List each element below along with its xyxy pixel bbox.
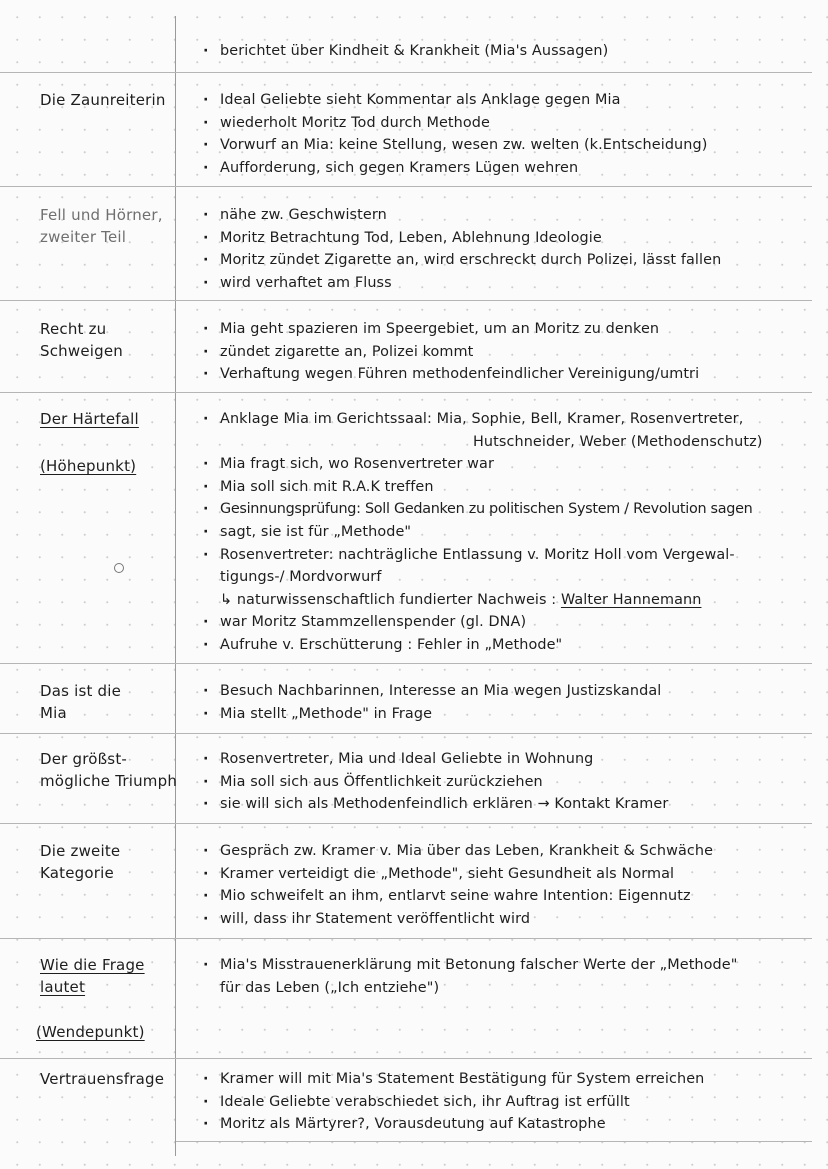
- row-notes: [203, 1068, 704, 1136]
- row-separator: [0, 300, 812, 301]
- chapter-title: Der Härtefall: [40, 410, 139, 428]
- bullet-item: · zündet zigarette an, Polizei kommt: [203, 341, 699, 364]
- chapter-label: [40, 954, 145, 998]
- row-separator: [176, 1141, 812, 1142]
- bullet-item: · wird verhaftet am Fluss: [203, 272, 721, 295]
- chapter-label: [40, 840, 120, 884]
- bullet-item: · berichtet über Kindheit & Krankheit (Mia's Aussagen): [203, 40, 608, 63]
- highlighted-name: Walter Hannemann: [560, 591, 702, 608]
- chapter-title: Der größst-: [40, 750, 128, 768]
- chapter-title: Fell und Hörner,: [40, 206, 163, 224]
- bullet-item: · Rosenvertreter, Mia und Ideal Geliebte in Wohnung: [203, 748, 668, 771]
- bullet-item: · Verhaftung wegen Führen methodenfeindlicher Vereinigung/umtri: [203, 363, 699, 386]
- row-separator: [0, 392, 812, 393]
- row-notes: [203, 954, 737, 999]
- arrow-note-text: ↳ naturwissenschaftlich fundierter Nachweis :: [220, 591, 557, 608]
- row-notes: [203, 40, 608, 63]
- chapter-label: [40, 204, 163, 248]
- row-notes: [203, 408, 762, 657]
- chapter-label: [40, 318, 123, 362]
- chapter-label: [40, 748, 177, 792]
- bullet-item: · Aufforderung, sich gegen Kramers Lügen wehren: [203, 157, 707, 180]
- circle-mark-icon: [114, 563, 124, 573]
- bullet-item: · Ideale Geliebte verabschiedet sich, ihr Auftrag ist erfüllt: [203, 1091, 704, 1114]
- bullet-item: · Rosenvertreter: nachträgliche Entlassung v. Moritz Holl vom Vergewal-: [203, 544, 762, 567]
- bullet-item: · Ideal Geliebte sieht Kommentar als Anklage gegen Mia: [203, 89, 707, 112]
- row-notes: [203, 318, 699, 386]
- row-notes: [203, 89, 707, 179]
- chapter-note: (Wendepunkt): [36, 1023, 145, 1041]
- chapter-title: Das ist die: [40, 682, 122, 700]
- chapter-note: (Höhepunkt): [40, 457, 137, 475]
- chapter-title: Mia: [40, 704, 67, 722]
- bullet-item: · war Moritz Stammzellenspender (gl. DNA): [203, 611, 762, 634]
- bullet-item: · Mia soll sich aus Öffentlichkeit zurückziehen: [203, 771, 668, 794]
- margin-line: [175, 16, 176, 1156]
- bullet-item: · will, dass ihr Statement veröffentlicht wird: [203, 908, 713, 931]
- bullet-item: · Besuch Nachbarinnen, Interesse an Mia wegen Justizskandal: [203, 680, 661, 703]
- chapter-label: [40, 1068, 164, 1090]
- bullet-continuation: Hutschneider, Weber (Methodenschutz): [473, 433, 763, 450]
- bullet-item: · Mio schweifelt an ihm, entlarvt seine wahre Intention: Eigennutz: [203, 885, 713, 908]
- bullet-item: · Mia geht spazieren im Speergebiet, um an Moritz zu denken: [203, 318, 699, 341]
- chapter-title: Kategorie: [40, 864, 114, 882]
- chapter-label: [40, 680, 121, 724]
- bullet-continuation: tigungs-/ Mordvorwurf: [220, 569, 382, 586]
- chapter-title: Recht zu: [40, 320, 107, 338]
- bullet-item: · Gespräch zw. Kramer v. Mia über das Leben, Krankheit & Schwäche: [203, 840, 713, 863]
- chapter-title: Schweigen: [40, 342, 123, 360]
- bullet-item: · Mia stellt „Methode" in Frage: [203, 703, 661, 726]
- chapter-label: [40, 455, 136, 477]
- row-separator: [0, 823, 812, 824]
- chapter-label: [40, 408, 139, 430]
- row-notes: [203, 204, 721, 294]
- bullet-item: · Gesinnungsprüfung: Soll Gedanken zu politischen System / Revolution sagen: [203, 498, 762, 521]
- row-notes: [203, 680, 661, 725]
- chapter-title: zweiter Teil: [40, 228, 127, 246]
- row-separator: [0, 186, 812, 187]
- bullet-item: · Vorwurf an Mia: keine Stellung, wesen zw. welten (k.Entscheidung): [203, 134, 707, 157]
- row-separator: [0, 72, 812, 73]
- bullet-item: · Mia fragt sich, wo Rosenvertreter war: [203, 453, 762, 476]
- row-separator: [0, 663, 812, 664]
- bullet-item: · Mia's Misstrauenerklärung mit Betonung falscher Werte der „Methode": [203, 954, 737, 977]
- bullet-continuation: für das Leben („Ich entziehe"): [220, 979, 440, 996]
- bullet-item: · Moritz zündet Zigarette an, wird erschreckt durch Polizei, lässt fallen: [203, 249, 721, 272]
- chapter-title: Vertrauensfrage: [40, 1070, 165, 1088]
- bullet-item: · Kramer will mit Mia's Statement Bestätigung für System erreichen: [203, 1068, 704, 1091]
- bullet-item: · Aufruhe v. Erschütterung : Fehler in „Methode": [203, 634, 762, 657]
- bullet-item: · wiederholt Moritz Tod durch Methode: [203, 112, 707, 135]
- chapter-title: lautet: [40, 978, 86, 996]
- bullet-item: · Anklage Mia im Gerichtssaal: Mia, Sophie, Bell, Kramer, Rosenvertreter,: [203, 408, 762, 431]
- bullet-item: · sagt, sie ist für „Methode": [203, 521, 762, 544]
- row-notes: [203, 748, 668, 816]
- row-separator: [0, 938, 812, 939]
- chapter-title: Wie die Frage: [40, 956, 145, 974]
- bullet-item: · sie will sich als Methodenfeindlich erklären → Kontakt Kramer: [203, 793, 668, 816]
- chapter-title: mögliche Triumph: [40, 772, 178, 790]
- bullet-item: · Moritz als Märtyrer?, Vorausdeutung auf Katastrophe: [203, 1113, 704, 1136]
- chapter-title: Die zweite: [40, 842, 121, 860]
- row-separator: [0, 733, 812, 734]
- bullet-item: · Mia soll sich mit R.A.K treffen: [203, 476, 762, 499]
- chapter-title: Die Zaunreiterin: [40, 91, 166, 109]
- chapter-label: [36, 1021, 145, 1043]
- row-separator: [0, 1058, 812, 1059]
- bullet-item: · Kramer verteidigt die „Methode", sieht Gesundheit als Normal: [203, 863, 713, 886]
- bullet-item: · nähe zw. Geschwistern: [203, 204, 721, 227]
- row-notes: [203, 840, 713, 930]
- bullet-item: · Moritz Betrachtung Tod, Leben, Ablehnung Ideologie: [203, 227, 721, 250]
- chapter-label: [40, 89, 166, 111]
- arrow-note: [203, 589, 762, 612]
